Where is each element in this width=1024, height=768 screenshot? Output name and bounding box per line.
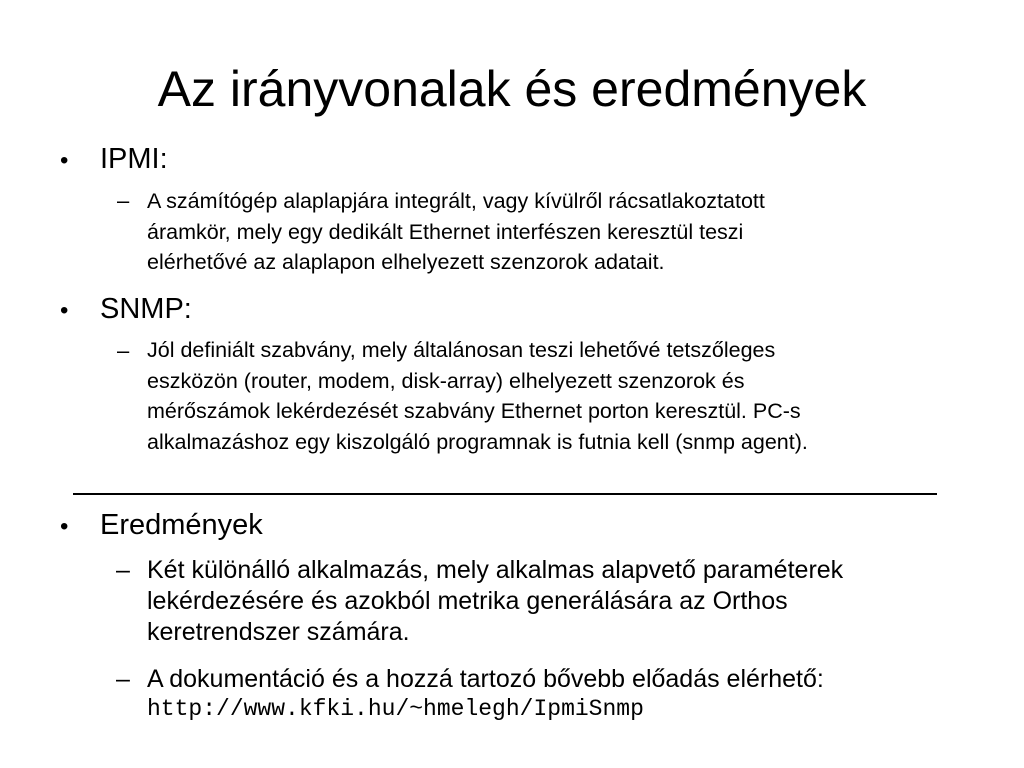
bullet-snmp: • xyxy=(60,297,69,324)
snmp-heading: SNMP: xyxy=(100,293,192,325)
item1-line: lekérdezésére és azokból metrika generálására az Orthos xyxy=(147,587,788,615)
bullet-ipmi: • xyxy=(60,147,69,174)
snmp-line: Jól definiált szabvány, mely általánosan teszi lehetővé tetszőleges xyxy=(147,338,776,362)
documentation-url[interactable]: http://www.kfki.hu/~hmelegh/IpmiSnmp xyxy=(147,696,644,722)
ipmi-line: elérhetővé az alaplapon elhelyezett szenzorok adatait. xyxy=(147,250,665,275)
eredmenyek-heading: Eredmények xyxy=(100,509,263,541)
dash-ipmi: – xyxy=(117,188,130,213)
item2-line: A dokumentáció és a hozzá tartozó bővebb előadás elérhető: xyxy=(147,665,824,693)
dash-item2: – xyxy=(116,665,130,693)
snmp-line: mérőszámok lekérdezését szabvány Ethernet porton keresztül. PC-s xyxy=(147,399,801,424)
snmp-line: alkalmazáshoz egy kiszolgáló programnak is futnia kell (snmp agent). xyxy=(147,430,808,455)
ipmi-line: áramkör, mely egy dedikált Ethernet interfészen keresztül teszi xyxy=(147,219,744,244)
eredmenyek-item1 xyxy=(147,555,967,648)
snmp-description xyxy=(147,335,967,458)
item1-line: keretrendszer számára. xyxy=(147,618,410,646)
dash-snmp: – xyxy=(117,338,130,363)
eredmenyek-item2 xyxy=(147,664,967,724)
ipmi-description xyxy=(147,186,967,278)
dash-item1: – xyxy=(116,556,130,584)
section-divider xyxy=(73,493,937,495)
ipmi-heading: IPMI: xyxy=(100,143,168,175)
bullet-eredmenyek: • xyxy=(60,513,69,540)
ipmi-line: A számítógép alaplapjára integrált, vagy kívülről rácsatlakoztatott xyxy=(147,189,765,213)
item1-line: Két különálló alkalmazás, mely alkalmas alapvető paraméterek xyxy=(147,556,844,584)
snmp-line: eszközön (router, modem, disk-array) elhelyezett szenzorok és xyxy=(147,368,745,393)
slide-title: Az irányvonalak és eredmények xyxy=(157,61,867,117)
